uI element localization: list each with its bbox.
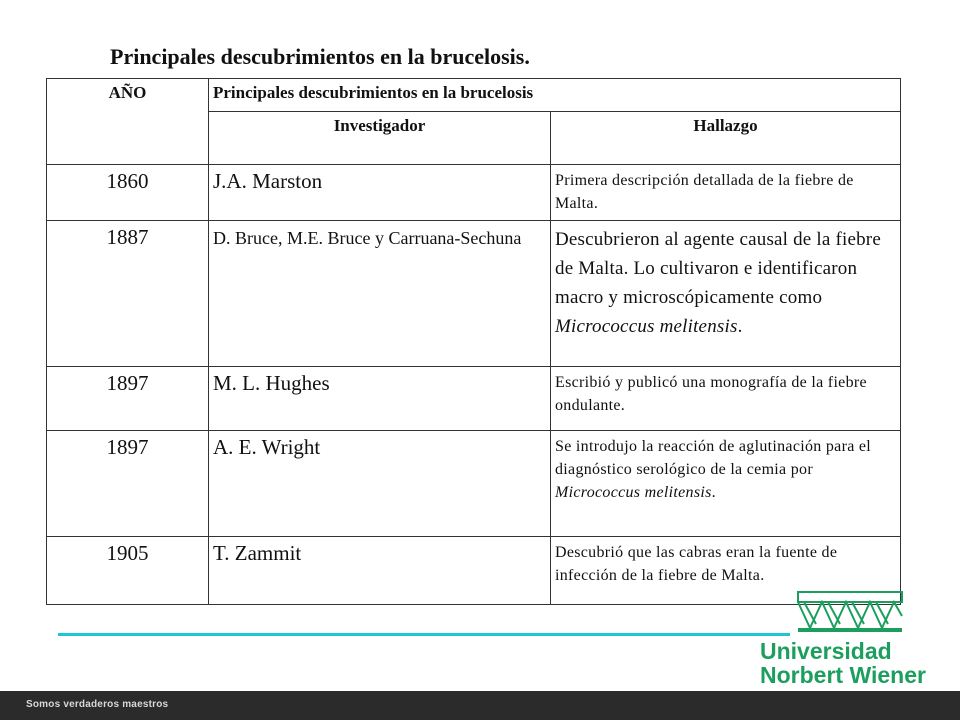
investigator-cell: D. Bruce, M.E. Bruce y Carruana-Sechuna [209,221,551,367]
university-logo [760,588,926,690]
table-row [47,431,901,537]
finding-text: Descubrieron al agente causal de la fiebre de Malta. Lo cultivaron e identificaron macro y microscópicamente como [555,229,881,308]
table-row [47,367,901,431]
year-column-header: AÑO [47,79,209,165]
species-name: Micrococcus melitensis [555,484,712,501]
investigator-column-header: Investigador [209,112,551,165]
finding-cell: Primera descripción detallada de la fiebre de Malta. [551,165,901,221]
finding-cell [551,221,901,367]
investigator-cell: J.A. Marston [209,165,551,221]
accent-rule [58,633,790,636]
year-cell: 1905 [47,537,209,605]
year-cell: 1860 [47,165,209,221]
finding-column-header: Hallazgo [551,112,901,165]
group-header: Principales descubrimientos en la brucelosis [209,79,901,112]
investigator-cell: T. Zammit [209,537,551,605]
finding-end: . [737,316,743,337]
logo-name-text: Norbert Wiener [760,662,926,688]
discoveries-table [46,78,901,605]
investigator-cell: A. E. Wright [209,431,551,537]
year-cell: 1897 [47,431,209,537]
footer-tagline: Somos verdaderos maestros [26,699,169,710]
logo-university-text: Universidad [760,638,892,664]
book-icon [760,588,910,634]
year-cell: 1887 [47,221,209,367]
species-name: Micrococcus melitensis [555,316,738,337]
year-cell: 1897 [47,367,209,431]
footer-bar [0,691,960,720]
table-row [47,221,901,367]
finding-cell [551,431,901,537]
table-header-row [47,79,901,112]
finding-text: Se introdujo la reacción de aglutinación para el diagnóstico serológico de la cemia por [555,438,872,478]
investigator-cell: M. L. Hughes [209,367,551,431]
finding-cell: Descubrió que las cabras eran la fuente de infección de la fiebre de Malta. [551,537,901,605]
slide-title: Principales descubrimientos en la brucelosis. [110,44,530,69]
finding-end: . [711,484,716,501]
finding-cell: Escribió y publicó una monografía de la fiebre ondulante. [551,367,901,431]
table-row [47,165,901,221]
